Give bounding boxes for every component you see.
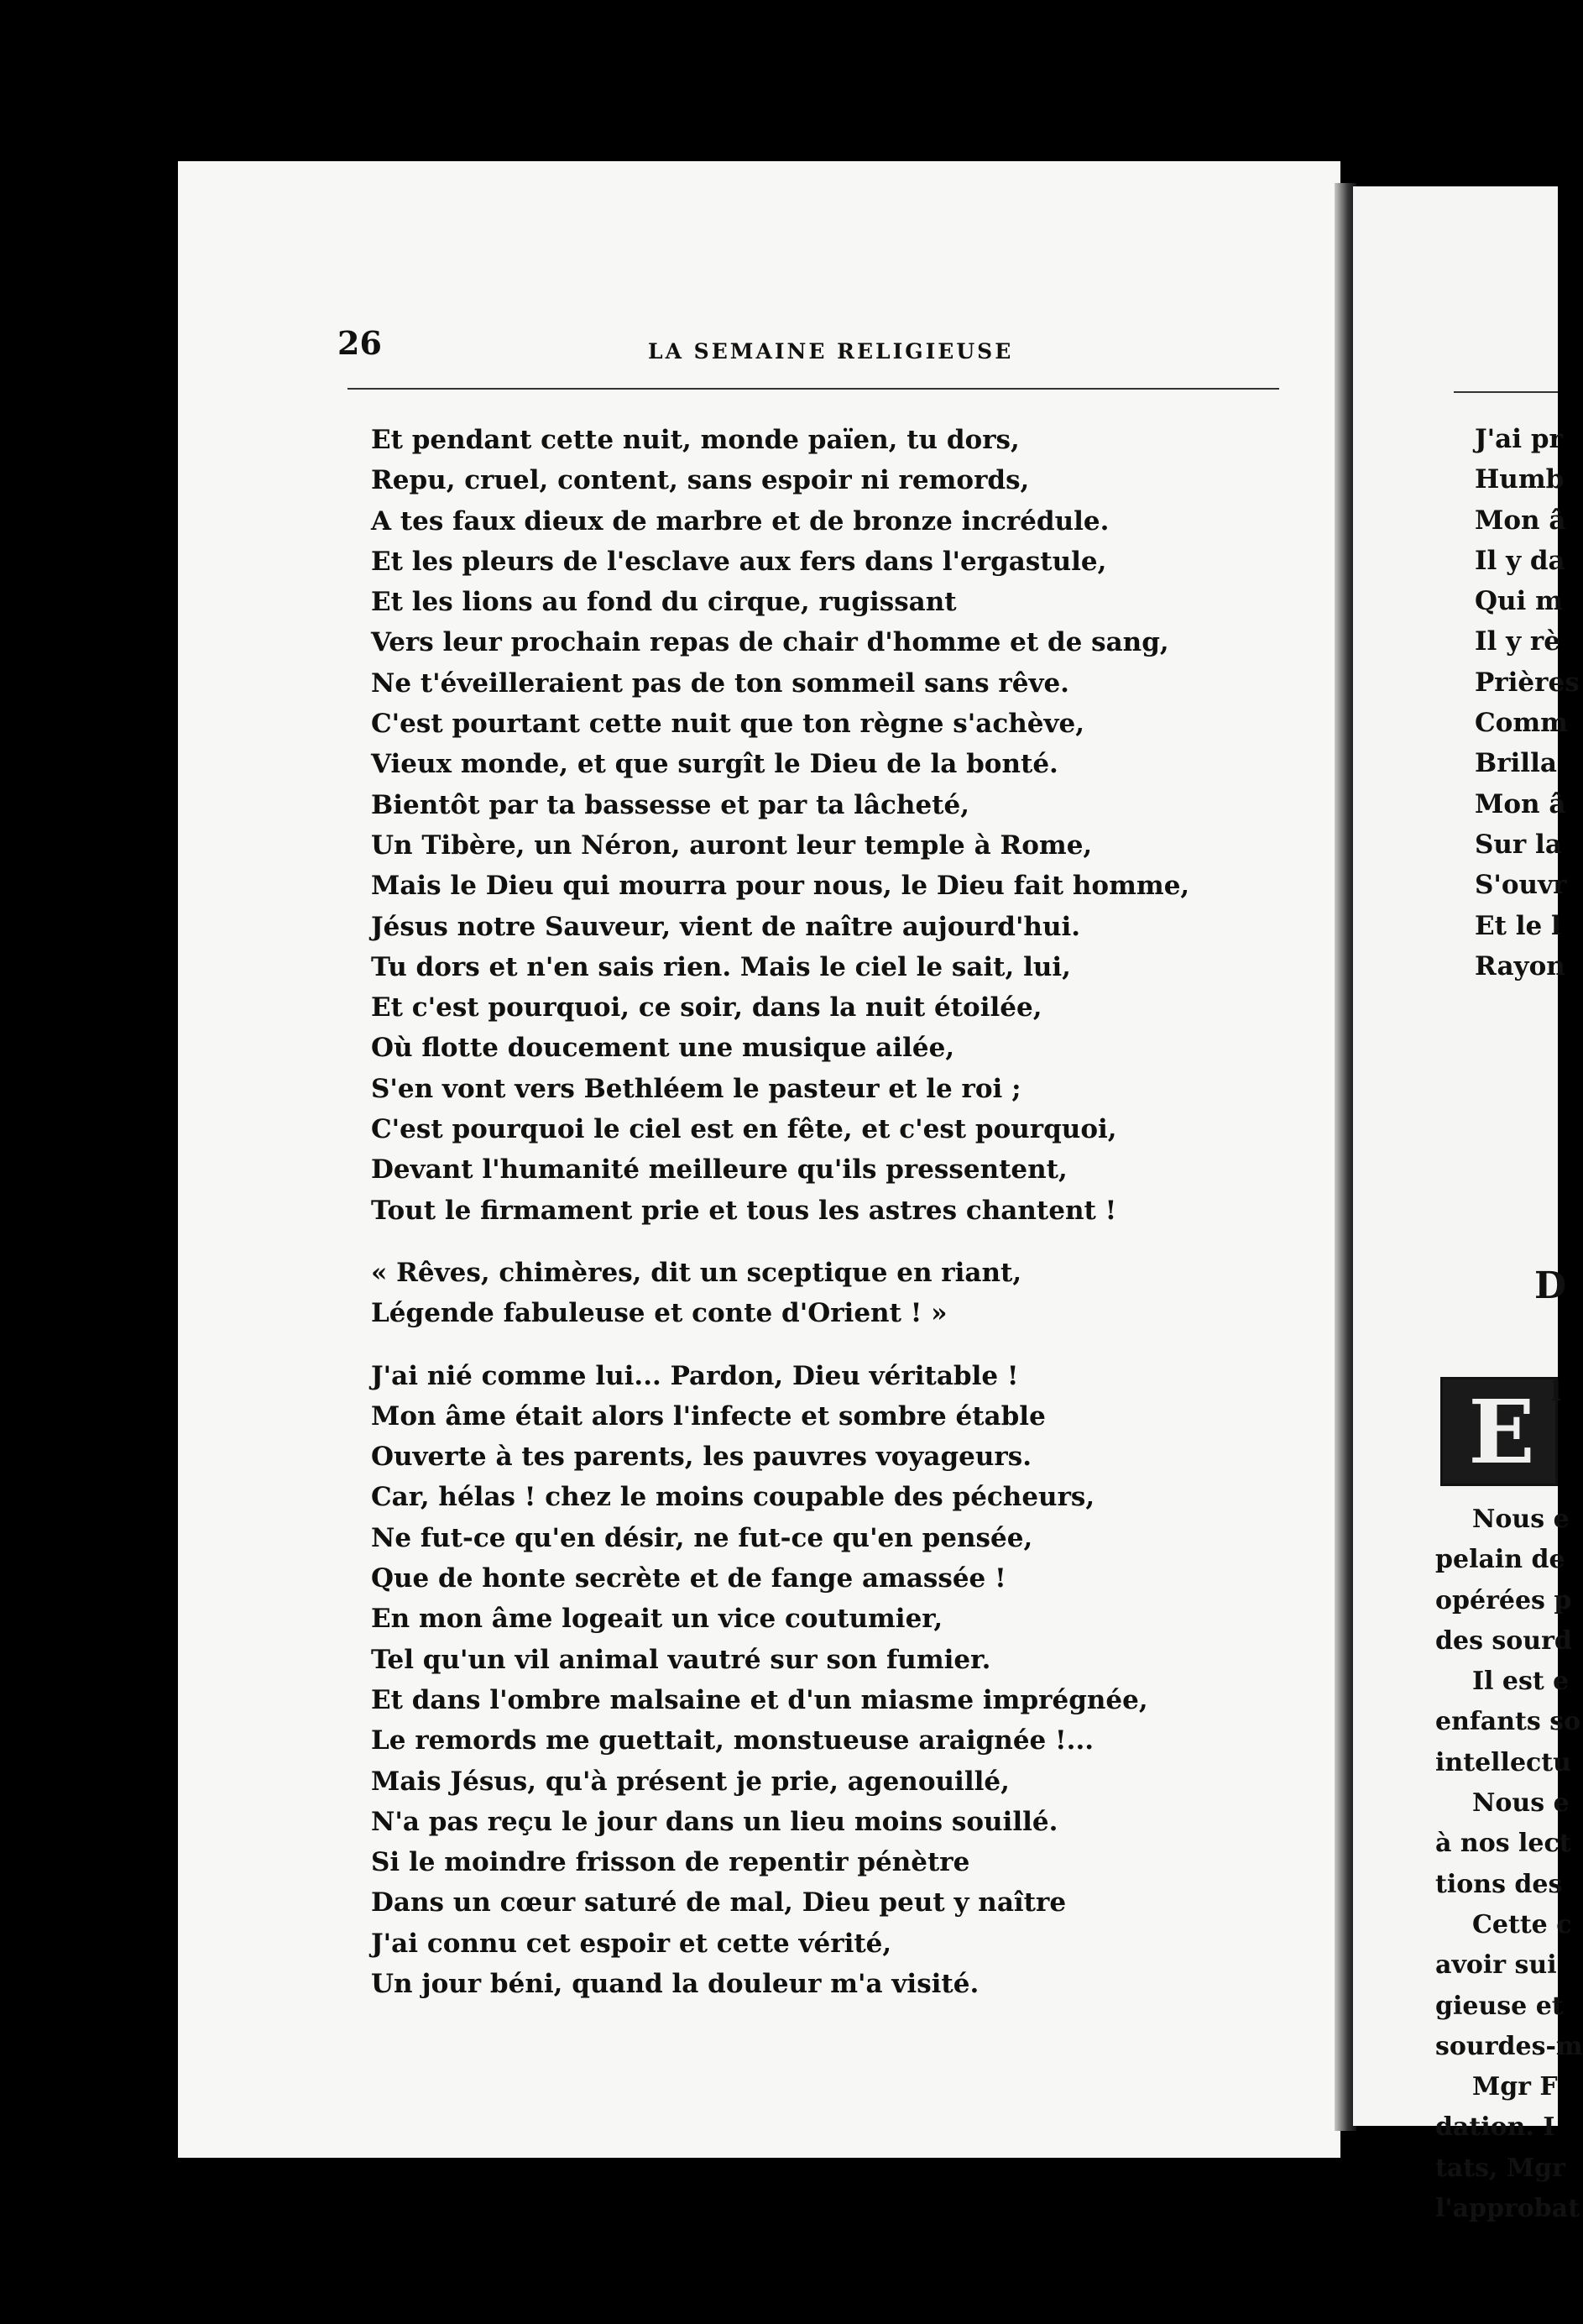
verse-fragment: Sur la	[1475, 829, 1562, 860]
poem-line: Mais le Dieu qui mourra pour nous, le Dieu fait homme,	[371, 871, 1190, 902]
poem-line: Devant l'humanité meilleure qu'ils pressentent,	[371, 1154, 1068, 1186]
prose-fragment: à nos lect	[1435, 1829, 1571, 1859]
poem-line: Tu dors et n'en sais rien. Mais le ciel le sait, lui,	[371, 951, 1071, 982]
prose-fragment: Mgr F	[1472, 2072, 1558, 2102]
poem-line: Vieux monde, et que surgît le Dieu de la bonté.	[371, 749, 1058, 780]
prose-fragment: enfants so	[1435, 1707, 1581, 1737]
poem-line: Jésus notre Sauveur, vient de naître aujourd'hui.	[371, 911, 1081, 942]
prose-fragment: dation. I	[1435, 2112, 1555, 2143]
prose-fragment: Il est e	[1472, 1667, 1570, 1697]
poem-line: Légende fabuleuse et conte d'Orient ! »	[371, 1298, 948, 1329]
poem-line: C'est pourtant cette nuit que ton règne s'achève,	[371, 709, 1084, 740]
header-rule	[347, 388, 1279, 390]
running-head: LA SEMAINE RELIGIEUSE	[648, 339, 1014, 364]
poem-line: Mon âme était alors l'infecte et sombre étable	[371, 1400, 1046, 1432]
stanza-break	[371, 1334, 1294, 1356]
ornamental-dropcap	[1440, 1377, 1558, 1486]
poem-line: Bientôt par ta bassesse et par ta lâcheté,	[371, 789, 969, 820]
right-page	[1353, 186, 1583, 2224]
dropcap-letter: E	[1468, 1380, 1535, 1484]
verse-fragment: Prières	[1475, 667, 1580, 698]
verse-fragment: Brilla	[1475, 748, 1557, 779]
poem-line: Que de honte secrète et de fange amassée !	[371, 1563, 1006, 1594]
poem-line: Et les pleurs de l'esclave aux fers dans l'ergastule,	[371, 546, 1107, 577]
prose-fragment: gieuse et	[1435, 1991, 1564, 2021]
prose-fragment: tats, Mgr	[1435, 2153, 1565, 2183]
poem-line: Ne fut-ce qu'en désir, ne fut-ce qu'en pensée,	[371, 1522, 1033, 1553]
poem-line: Et pendant cette nuit, monde païen, tu dors,	[371, 425, 1020, 455]
verse-fragment: Mon â	[1475, 505, 1566, 536]
poem-line: S'en vont vers Bethléem le pasteur et le roi ;	[371, 1073, 1021, 1104]
verse-fragment: Mon â	[1475, 788, 1566, 819]
poem-line: « Rêves, chimères, dit un sceptique en riant,	[371, 1257, 1022, 1288]
poem-line: Dans un cœur saturé de mal, Dieu peut y naître	[371, 1887, 1067, 1918]
verse-fragment: Humb	[1475, 464, 1565, 495]
right-verse-fragments	[1475, 419, 1580, 987]
prose-fragment: Cette c	[1472, 1909, 1572, 1939]
verse-fragment: Comm	[1475, 708, 1568, 739]
dropcap-continuation: l	[1551, 1377, 1561, 1407]
poem-line: Vers leur prochain repas de chair d'homme et de sang,	[371, 627, 1169, 658]
verse-fragment: Il y rè	[1475, 626, 1560, 657]
verse-fragment: J'ai pr	[1475, 424, 1563, 454]
verse-fragment: Qui m	[1475, 586, 1563, 617]
verse-fragment: Rayon	[1475, 950, 1565, 981]
prose-fragment: des sourd	[1435, 1625, 1572, 1656]
right-prose-fragments	[1435, 1500, 1583, 2229]
poem-line: Un Tibère, un Néron, auront leur temple à Rome,	[371, 830, 1093, 861]
prose-fragment: tions des	[1435, 1869, 1563, 1899]
header-rule-right	[1454, 391, 1558, 393]
verse-fragment: Et le l	[1475, 910, 1561, 941]
stanza-break	[371, 1231, 1294, 1253]
poem-line: Où flotte doucement une musique ailée,	[371, 1033, 955, 1064]
prose-fragment: avoir sui	[1435, 1950, 1557, 1981]
page-number: 26	[337, 324, 382, 362]
prose-fragment: sourdes-m	[1435, 2031, 1583, 2061]
poem-line: En mon âme logeait un vice coutumier,	[371, 1604, 943, 1635]
prose-fragment: l'approbat	[1435, 2194, 1580, 2224]
poem-line: Mais Jésus, qu'à présent je prie, agenouillé,	[371, 1766, 1010, 1797]
poem-line: J'ai nié comme lui... Pardon, Dieu véritable !	[371, 1360, 1019, 1391]
poem-line: Car, hélas ! chez le moins coupable des pécheurs,	[371, 1482, 1095, 1513]
poem-line: Tel qu'un vil animal vautré sur son fumier.	[371, 1644, 991, 1675]
verse-fragment: S'ouvr	[1475, 870, 1567, 901]
poem-line: Repu, cruel, content, sans espoir ni remords,	[371, 465, 1030, 496]
prose-fragment: Nous e	[1472, 1788, 1570, 1819]
poem-line: Et c'est pourquoi, ce soir, dans la nuit étoilée,	[371, 992, 1042, 1023]
poem-line: A tes faux dieux de marbre et de bronze incrédule.	[371, 505, 1110, 537]
prose-fragment: intellectu	[1435, 1747, 1571, 1777]
poem-line: Ouverte à tes parents, les pauvres voyageurs.	[371, 1442, 1032, 1473]
prose-fragment: Nous e	[1472, 1505, 1570, 1534]
poem-line: Si le moindre frisson de repentir pénètre	[371, 1847, 970, 1878]
poem-body	[371, 420, 1294, 2004]
poem-line: Ne t'éveilleraient pas de ton sommeil sans rêve.	[371, 667, 1069, 699]
verse-fragment: Il y da	[1475, 545, 1565, 576]
right-heading-fragment: D	[1534, 1264, 1567, 1307]
prose-fragment: opérées p	[1435, 1585, 1572, 1615]
poem-line: Tout le firmament prie et tous les astres chantent !	[371, 1195, 1117, 1226]
poem-line: N'a pas reçu le jour dans un lieu moins souillé.	[371, 1806, 1058, 1837]
poem-line: Un jour béni, quand la douleur m'a visité.	[371, 1968, 980, 1999]
poem-line: Le remords me guettait, monstueuse araignée !...	[371, 1725, 1095, 1756]
prose-fragment: pelain de	[1435, 1545, 1565, 1575]
poem-line: Et dans l'ombre malsaine et d'un miasme imprégnée,	[371, 1684, 1148, 1715]
poem-line: Et les lions au fond du cirque, rugissant	[371, 587, 957, 618]
poem-line: J'ai connu cet espoir et cette vérité,	[371, 1928, 892, 1959]
poem-line: C'est pourquoi le ciel est en fête, et c'est pourquoi,	[371, 1114, 1117, 1145]
